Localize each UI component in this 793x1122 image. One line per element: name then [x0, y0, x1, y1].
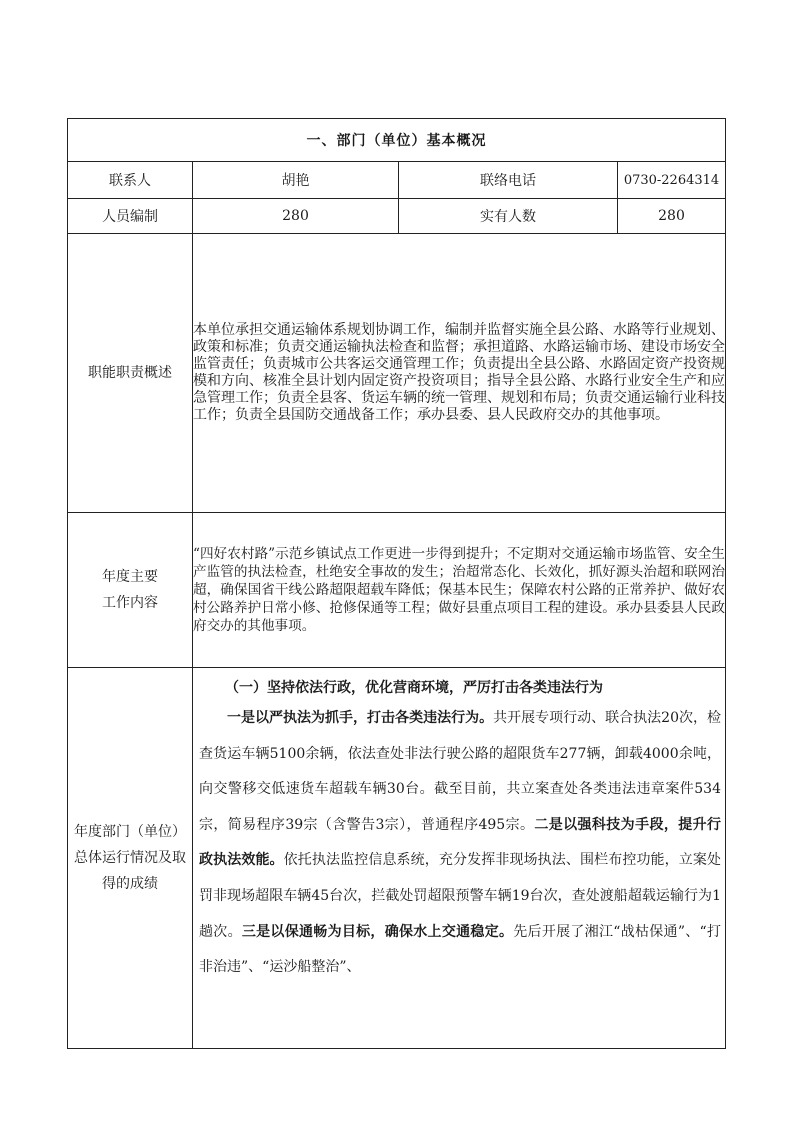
duties-text: 本单位承担交通运输体系规划协调工作，编制并监督实施全县公路、水路等行业规划、政策和标准；负责交通运输执法检查和监督；承担道路、水路运输市场、建设市场安全监管责任；负责城市公共客运交通管理工作；负责提出全县公路、水路固定资产投资规模和方向、核准全县计划内固定资产投资项目；指导全县公路、水路行业安全生产和应急管理工作；负责全县客、货运车辆的统一管理、规划和布局；负责交通运输行业科技工作；负责全县国防交通战备工作；承办县委、县人民政府交办的其他事项。	[193, 234, 726, 513]
contact-label: 联系人	[68, 162, 193, 199]
overview-table	[67, 118, 726, 1049]
annual-work-label	[68, 513, 193, 668]
phone-label: 联络电话	[399, 162, 618, 199]
performance-label: 年度部门（单位）总体运行情况及取得的成绩	[68, 668, 193, 1049]
performance-heading: （一）坚持依法行政，优化营商环境，严厉打击各类违法行为	[225, 680, 603, 696]
actual-staff-value: 280	[618, 199, 726, 234]
actual-staff-label: 实有人数	[399, 199, 618, 234]
annual-work-label-line2: 工作内容	[102, 595, 158, 611]
performance-content	[193, 668, 726, 1049]
annual-work-row	[68, 513, 726, 668]
paragraph-2-text: 依托执法监控信息系统，充分发挥非现场执法、围栏布控功能，立案处罚非现场超限车辆45台次，拦截处罚超限预警车辆19台次，查处渡船超载运输行为1趟次。	[199, 852, 722, 940]
contact-name: 胡艳	[193, 162, 399, 199]
paragraph-1-lead: 一是以严执法为抓手，打击各类违法行为。	[227, 710, 494, 726]
performance-content-wrap	[193, 668, 725, 1048]
duties-label: 职能职责概述	[68, 234, 193, 513]
staff-row	[68, 199, 726, 234]
contact-row	[68, 162, 726, 199]
paragraph-1-text: 共开展专项行动、联合执法20次，检查货运车辆5100余辆，依法查处非法行驶公路的超限货车277辆，卸载4000余吨，向交警移交低速货车超载车辆30台。截至目前，共立案查处各类违法违章案件534宗，简易程序39宗（含警告3宗），普通程序495宗。	[199, 710, 721, 833]
performance-row	[68, 668, 726, 1049]
section-title: 一、部门（单位）基本概况	[68, 119, 726, 162]
paragraph-2-lead: 二是以强科技为手段，提升行政执法效能。	[199, 816, 722, 869]
title-row	[68, 119, 726, 162]
paragraph-3-lead: 三是以保通畅为目标，确保水上交通稳定。	[241, 923, 514, 940]
annual-work-label-line1: 年度主要	[102, 569, 158, 585]
phone-value: 0730-2264314	[618, 162, 726, 199]
staff-authorized-value: 280	[193, 199, 399, 234]
annual-work-text: “四好农村路”示范乡镇试点工作更进一步得到提升；不定期对交通运输市场监管、安全生产监管的执法检查，杜绝安全事故的发生；治超常态化、长效化，抓好源头治超和联网治超，确保国省干线公路超限超载车降低；保基本民生；保障农村公路的正常养护、做好农村公路养护日常小修、抢修保通等工程；做好县重点项目工程的建设。承办县委县人民政府交办的其他事项。	[193, 513, 726, 668]
paragraph-3-text: 先后开展了湘江“战枯保通”、“打非治违”、“运沙船整治”、	[199, 923, 721, 976]
staff-label: 人员编制	[68, 199, 193, 234]
performance-paragraph	[199, 701, 721, 986]
duties-row	[68, 234, 726, 513]
